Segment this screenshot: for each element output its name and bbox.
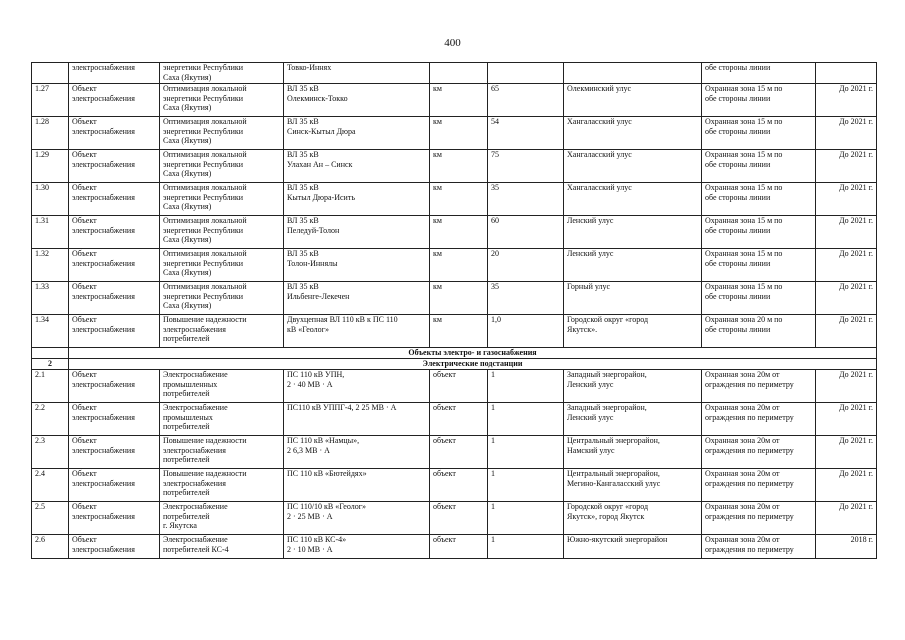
location-cell: Горный улус [564,282,702,315]
unit-cell: объект [430,502,488,535]
object-name-cell: ПС 110 кВ УПН, 2 · 40 МВ · А [284,370,430,403]
purpose-cell: Оптимизация локальной энергетики Республики Саха (Якутия) [160,183,284,216]
quantity-cell [488,63,564,84]
object-type-cell: Объект электроснабжения [69,249,160,282]
table-row [32,502,877,535]
object-name-cell: ПС 110 кВ «Бютейдях» [284,469,430,502]
object-type-cell: Объект электроснабжения [69,117,160,150]
deadline-cell: До 2021 г. [816,315,877,348]
location-cell: Южно-якутский энергорайон [564,535,702,559]
unit-cell: км [430,183,488,216]
location-cell: Центральный энергорайон, Мегино-Кангаласский улус [564,469,702,502]
quantity-cell: 1 [488,502,564,535]
location-cell: Городской округ «город Якутск». [564,315,702,348]
section-title-cell: Электрические подстанции [69,359,877,370]
location-cell: Хангаласский улус [564,117,702,150]
table-row [32,315,877,348]
table-row [32,63,877,84]
row-number-cell: 1.28 [32,117,69,150]
unit-cell: км [430,216,488,249]
object-name-cell: ПС110 кВ УППГ-4, 2 25 МВ · А [284,403,430,436]
row-number-cell: 1.34 [32,315,69,348]
object-type-cell: электроснабжения [69,63,160,84]
object-type-cell: Объект электроснабжения [69,183,160,216]
protection-zone-cell: Охранная зона 15 м по обе стороны линии [702,84,816,117]
protection-zone-cell: Охранная зона 15 м по обе стороны линии [702,282,816,315]
purpose-cell: Электроснабжение потребителей г. Якутска [160,502,284,535]
table-row [32,535,877,559]
purpose-cell: Оптимизация локальной энергетики Республики Саха (Якутия) [160,282,284,315]
table-row [32,216,877,249]
row-number-cell: 1.33 [32,282,69,315]
row-number-cell: 2.1 [32,370,69,403]
purpose-cell: Повышение надежности электроснабжения потребителей [160,436,284,469]
quantity-cell: 35 [488,183,564,216]
table-row [32,183,877,216]
section-header-row [32,348,877,359]
row-number-cell: 1.29 [32,150,69,183]
unit-cell: км [430,282,488,315]
location-cell: Западный энергорайон, Ленский улус [564,403,702,436]
table-body [32,63,877,559]
table-row [32,150,877,183]
object-type-cell: Объект электроснабжения [69,469,160,502]
object-type-cell: Объект электроснабжения [69,84,160,117]
table-row [32,370,877,403]
object-name-cell: Товко-Иннях [284,63,430,84]
object-type-cell: Объект электроснабжения [69,282,160,315]
row-number-cell: 2.2 [32,403,69,436]
unit-cell: объект [430,436,488,469]
deadline-cell: До 2021 г. [816,370,877,403]
table-row [32,84,877,117]
row-number-cell [32,63,69,84]
unit-cell: км [430,315,488,348]
protection-zone-cell: Охранная зона 15 м по обе стороны линии [702,150,816,183]
deadline-cell: До 2021 г. [816,84,877,117]
section-number-cell [32,348,69,359]
protection-zone-cell: Охранная зона 20м от ограждения по периметру [702,436,816,469]
object-type-cell: Объект электроснабжения [69,502,160,535]
protection-zone-cell: Охранная зона 20м от ограждения по периметру [702,370,816,403]
purpose-cell: Электроснабжение промышленых потребителей [160,403,284,436]
quantity-cell: 60 [488,216,564,249]
deadline-cell: До 2021 г. [816,403,877,436]
deadline-cell: До 2021 г. [816,150,877,183]
purpose-cell: Повышение надежности электроснабжения потребителей [160,469,284,502]
purpose-cell: Оптимизация локальной энергетики Республики Саха (Якутия) [160,216,284,249]
protection-zone-cell: Охранная зона 20м от ограждения по периметру [702,502,816,535]
unit-cell: объект [430,370,488,403]
location-cell [564,63,702,84]
quantity-cell: 1 [488,403,564,436]
table-row [32,249,877,282]
protection-zone-cell: Охранная зона 20м от ограждения по периметру [702,469,816,502]
planning-table [31,62,877,559]
deadline-cell: До 2021 г. [816,282,877,315]
location-cell: Городской округ «город Якутск», город Якутск [564,502,702,535]
quantity-cell: 35 [488,282,564,315]
quantity-cell: 1 [488,436,564,469]
object-type-cell: Объект электроснабжения [69,150,160,183]
protection-zone-cell: Охранная зона 20 м по обе стороны линии [702,315,816,348]
deadline-cell: До 2021 г. [816,216,877,249]
purpose-cell: Оптимизация локальной энергетики Республики Саха (Якутия) [160,150,284,183]
table-row [32,469,877,502]
unit-cell: объект [430,469,488,502]
location-cell: Западный энергорайон, Ленский улус [564,370,702,403]
section-number-cell: 2 [32,359,69,370]
quantity-cell: 1 [488,469,564,502]
unit-cell: км [430,249,488,282]
protection-zone-cell: Охранная зона 15 м по обе стороны линии [702,117,816,150]
purpose-cell: Электроснабжение потребителей КС-4 [160,535,284,559]
row-number-cell: 2.4 [32,469,69,502]
section-title-cell: Объекты электро- и газоснабжения [69,348,877,359]
unit-cell: км [430,150,488,183]
location-cell: Ленский улус [564,216,702,249]
deadline-cell: До 2021 г. [816,469,877,502]
object-type-cell: Объект электроснабжения [69,403,160,436]
deadline-cell: До 2021 г. [816,502,877,535]
table-row [32,403,877,436]
quantity-cell: 1,0 [488,315,564,348]
object-type-cell: Объект электроснабжения [69,535,160,559]
location-cell: Центральный энергорайон, Намский улус [564,436,702,469]
deadline-cell [816,63,877,84]
section-header-row [32,359,877,370]
object-name-cell: ПС 110 кВ КС-4» 2 · 10 МВ · А [284,535,430,559]
object-name-cell: ВЛ 35 кВ Улахан Ан – Синск [284,150,430,183]
row-number-cell: 2.3 [32,436,69,469]
deadline-cell: До 2021 г. [816,249,877,282]
object-name-cell: ВЛ 35 кВ Пеледуй-Толон [284,216,430,249]
quantity-cell: 54 [488,117,564,150]
table-row [32,436,877,469]
table-row [32,117,877,150]
row-number-cell: 1.31 [32,216,69,249]
object-type-cell: Объект электроснабжения [69,436,160,469]
object-name-cell: ВЛ 35 кВ Толон-Иннялы [284,249,430,282]
deadline-cell: До 2021 г. [816,436,877,469]
row-number-cell: 2.6 [32,535,69,559]
object-name-cell: ПС 110/10 кВ «Геолог» 2 · 25 МВ · А [284,502,430,535]
unit-cell: объект [430,403,488,436]
purpose-cell: Оптимизация локальной энергетики Республики Саха (Якутия) [160,117,284,150]
location-cell: Хангаласский улус [564,183,702,216]
object-name-cell: ВЛ 35 кВ Кытыл Дюра-Исить [284,183,430,216]
purpose-cell: Электроснабжение промышленных потребителей [160,370,284,403]
row-number-cell: 1.27 [32,84,69,117]
purpose-cell: Оптимизация локальной энергетики Республики Саха (Якутия) [160,249,284,282]
object-type-cell: Объект электроснабжения [69,315,160,348]
location-cell: Ленский улус [564,249,702,282]
unit-cell: объект [430,535,488,559]
unit-cell: км [430,117,488,150]
object-type-cell: Объект электроснабжения [69,216,160,249]
unit-cell [430,63,488,84]
unit-cell: км [430,84,488,117]
deadline-cell: 2018 г. [816,535,877,559]
protection-zone-cell: Охранная зона 15 м по обе стороны линии [702,216,816,249]
table-row [32,282,877,315]
object-name-cell: ПС 110 кВ «Намцы», 2 6,3 МВ · А [284,436,430,469]
protection-zone-cell: Охранная зона 15 м по обе стороны линии [702,183,816,216]
row-number-cell: 1.30 [32,183,69,216]
row-number-cell: 2.5 [32,502,69,535]
purpose-cell: Повышение надежности электроснабжения потребителей [160,315,284,348]
deadline-cell: До 2021 г. [816,117,877,150]
object-name-cell: ВЛ 35 кВ Синск-Кытыл Дюра [284,117,430,150]
page-number: 400 [444,37,461,49]
purpose-cell: Оптимизация локальной энергетики Республики Саха (Якутия) [160,84,284,117]
location-cell: Хангаласский улус [564,150,702,183]
row-number-cell: 1.32 [32,249,69,282]
purpose-cell: энергетики Республики Саха (Якутия) [160,63,284,84]
protection-zone-cell: Охранная зона 20м от ограждения по периметру [702,535,816,559]
object-name-cell: Двухцепная ВЛ 110 кВ к ПС 110 кВ «Геолог» [284,315,430,348]
protection-zone-cell: обе стороны линии [702,63,816,84]
object-name-cell: ВЛ 35 кВ Олекминск-Токко [284,84,430,117]
object-type-cell: Объект электроснабжения [69,370,160,403]
quantity-cell: 75 [488,150,564,183]
protection-zone-cell: Охранная зона 15 м по обе стороны линии [702,249,816,282]
quantity-cell: 20 [488,249,564,282]
location-cell: Олекминский улус [564,84,702,117]
quantity-cell: 1 [488,535,564,559]
quantity-cell: 1 [488,370,564,403]
object-name-cell: ВЛ 35 кВ Ильбенге-Лекечен [284,282,430,315]
protection-zone-cell: Охранная зона 20м от ограждения по периметру [702,403,816,436]
deadline-cell: До 2021 г. [816,183,877,216]
quantity-cell: 65 [488,84,564,117]
